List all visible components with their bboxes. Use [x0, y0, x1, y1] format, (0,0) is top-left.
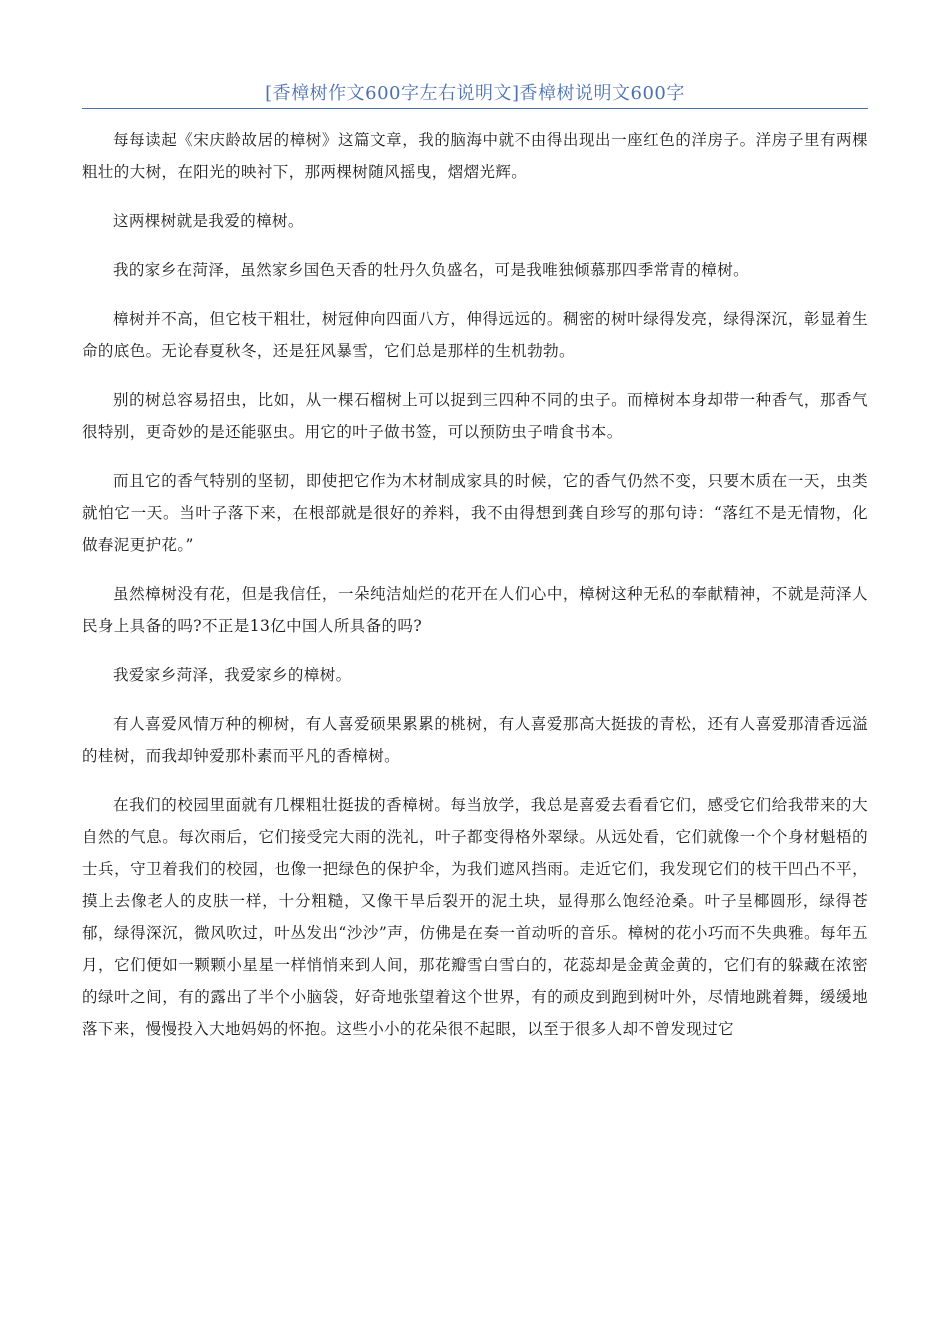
document-header	[82, 82, 868, 109]
paragraph-6: 而且它的香气特别的坚韧，即使把它作为木材制成家具的时候，它的香气仍然不变，只要木质在一天，虫类就怕它一天。当叶子落下来，在根部就是很好的养料，我不由得想到龚自珍写的那句诗：“落红不是无情物，化做春泥更护花。”	[82, 472, 868, 554]
paragraph-10: 在我们的校园里面就有几棵粗壮挺拔的香樟树。每当放学，我总是喜爱去看看它们，感受它们给我带来的大自然的气息。每次雨后，它们接受完大雨的洗礼，叶子都变得格外翠绿。从远处看，它们就像一个个身材魁梧的士兵，守卫着我们的校园，也像一把绿色的保护伞，为我们遮风挡雨。走近它们，我发现它们的枝干凹凸不平，摸上去像老人的皮肤一样，十分粗糙，又像干旱后裂开的泥土块，显得那么饱经沧桑。叶子呈椰圆形，绿得苍郁，绿得深沉，微风吹过，叶丛发出“沙沙”声，仿佛是在奏一首动听的音乐。樟树的花小巧而不失典雅。每年五月，它们便如一颗颗小星星一样悄悄来到人间，那花瓣雪白雪白的，花蕊却是金黄金黄的，它们有的躲藏在浓密的绿叶之间，有的露出了半个小脑袋，好奇地张望着这个世界，有的顽皮到跑到树叶外，尽情地跳着舞，缓缓地落下来，慢慢投入大地妈妈的怀抱。这些小小的花朵很不起眼，以至于很多人却不曾发现过它	[82, 796, 868, 1038]
paragraph-1: 每每读起《宋庆龄故居的樟树》这篇文章，我的脑海中就不由得出现出一座红色的洋房子。洋房子里有两棵粗壮的大树，在阳光的映衬下，那两棵树随风摇曳，熠熠光辉。	[82, 131, 868, 181]
document-title: [香樟树作文600字左右说明文]香樟树说明文600字	[265, 83, 685, 104]
paragraph-7: 虽然樟树没有花，但是我信任，一朵纯洁灿烂的花开在人们心中，樟树这种无私的奉献精神，不就是菏泽人民身上具备的吗?不正是13亿中国人所具备的吗?	[82, 585, 868, 635]
paragraph-8: 我爱家乡菏泽，我爱家乡的樟树。	[113, 666, 352, 684]
paragraph-3: 我的家乡在菏泽，虽然家乡国色天香的牡丹久负盛名，可是我唯独倾慕那四季常青的樟树。	[113, 261, 750, 279]
document-body	[82, 124, 868, 1045]
paragraph-5: 别的树总容易招虫，比如，从一棵石榴树上可以捉到三四种不同的虫子。而樟树本身却带一种香气，那香气很特别，更奇妙的是还能驱虫。用它的叶子做书签，可以预防虫子啃食书本。	[82, 391, 868, 441]
paragraph-2: 这两棵树就是我爱的樟树。	[113, 212, 304, 230]
paragraph-9: 有人喜爱风情万种的柳树，有人喜爱硕果累累的桃树，有人喜爱那高大挺拔的青松，还有人喜爱那清香远溢的桂树，而我却钟爱那朴素而平凡的香樟树。	[82, 715, 868, 765]
paragraph-4: 樟树并不高，但它枝干粗壮，树冠伸向四面八方，伸得远远的。稠密的树叶绿得发亮，绿得深沉，彰显着生命的底色。无论春夏秋冬，还是狂风暴雪，它们总是那样的生机勃勃。	[82, 310, 868, 360]
